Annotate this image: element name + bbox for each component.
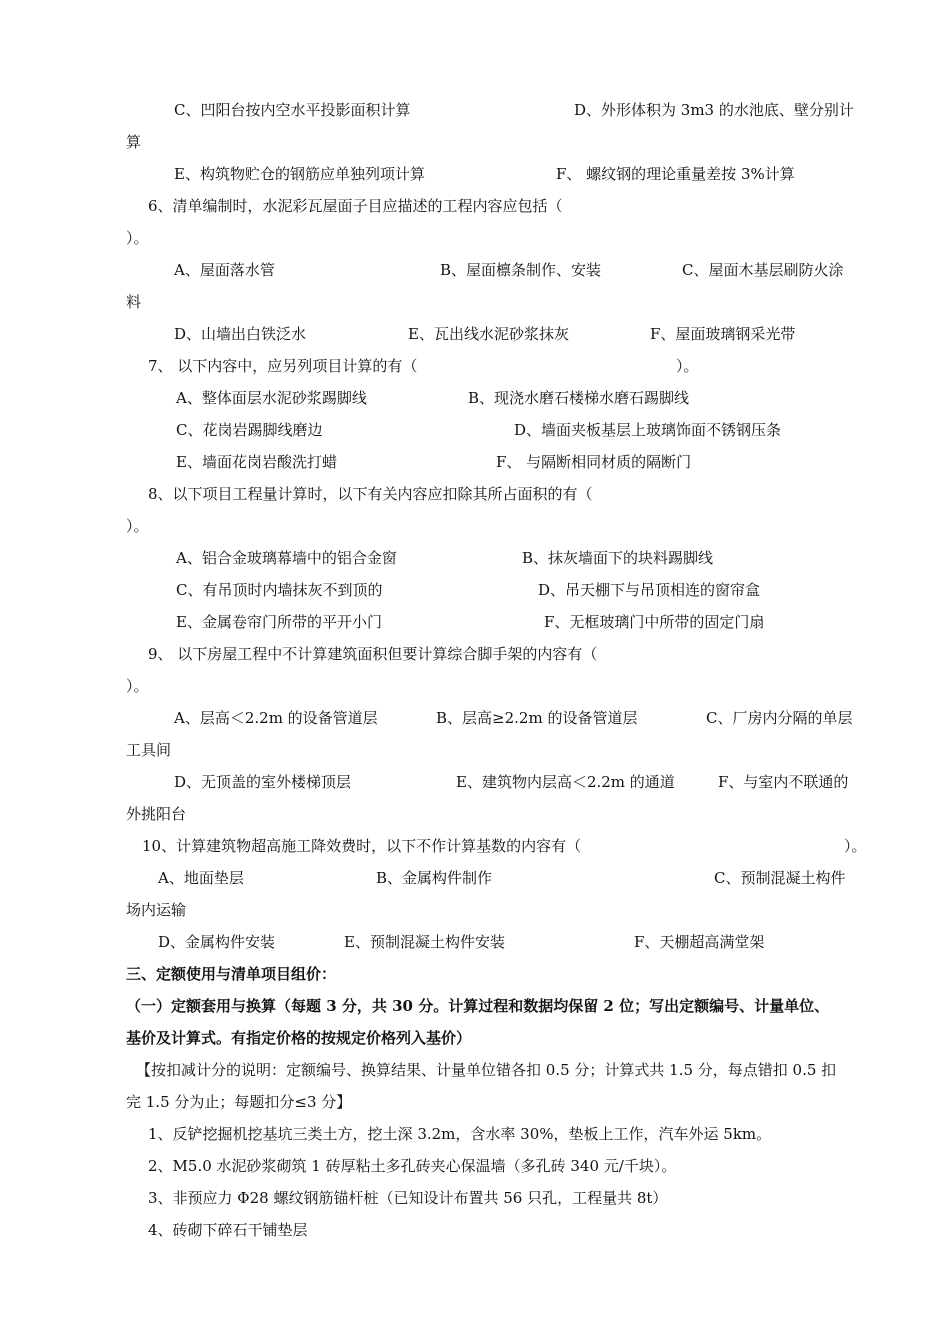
question-6: 6、清单编制时，水泥彩瓦屋面子目应描述的工程内容应包括（ — [148, 197, 563, 215]
text-continuation: 场内运输 — [126, 901, 187, 919]
option-d: D、金属构件安装 — [158, 933, 276, 951]
option-c: C、凹阳台按内空水平投影面积计算 — [174, 101, 411, 119]
option-d: D、墙面夹板基层上玻璃饰面不锈钢压条 — [514, 421, 782, 439]
option-e: E、墙面花岗岩酸洗打蜡 — [176, 453, 337, 471]
question-9-end: ）。 — [126, 677, 149, 695]
option-e: E、瓦出线水泥砂浆抹灰 — [408, 325, 569, 343]
problem-1: 1、反铲挖掘机挖基坑三类土方，挖土深 3.2m，含水率 30%，垫板上工作，汽车外运 5km。 — [148, 1125, 772, 1143]
option-e: E、构筑物贮仓的钢筋应单独列项计算 — [174, 165, 425, 183]
option-c: C、花岗岩踢脚线磨边 — [176, 421, 323, 439]
option-c: C、厂房内分隔的单层 — [706, 709, 853, 727]
option-f: F、 与隔断相同材质的隔断门 — [496, 453, 692, 471]
problem-2: 2、M5.0 水泥砂浆砌筑 1 砖厚粘土多孔砖夹心保温墙（多孔砖 340 元/千块）。 — [148, 1157, 677, 1175]
question-10: 10、计算建筑物超高施工降效费时，以下不作计算基数的内容有（ — [142, 837, 582, 855]
question-6-end: ）。 — [126, 229, 149, 247]
option-f: F、与室内不联通的 — [718, 773, 849, 791]
option-a: A、屋面落水管 — [174, 261, 275, 279]
option-b: B、抹灰墙面下的块料踢脚线 — [522, 549, 714, 567]
option-c: C、屋面木基层刷防火涂 — [682, 261, 844, 279]
option-b: B、层高≥2.2m 的设备管道层 — [436, 709, 638, 727]
question-9: 9、 以下房屋工程中不计算建筑面积但要计算综合脚手架的内容有（ — [148, 645, 598, 663]
option-a: A、地面垫层 — [158, 869, 244, 887]
scoring-note-cont: 完 1.5 分为止；每题扣分≤3 分】 — [126, 1093, 352, 1111]
option-a: A、整体面层水泥砂浆踢脚线 — [176, 389, 367, 407]
option-b: B、金属构件制作 — [376, 869, 493, 887]
text-continuation: 算 — [126, 133, 142, 151]
text-continuation: 料 — [126, 293, 142, 311]
scoring-note: 【按扣减计分的说明：定额编号、换算结果、计量单位错各扣 0.5 分；计算式共 1.5 分，每点错扣 0.5 扣 — [136, 1061, 837, 1079]
problem-4: 4、砖砌下碎石干铺垫层 — [148, 1221, 308, 1239]
question-7-end: ）。 — [676, 357, 699, 375]
option-d: D、外形体积为 3m3 的水池底、壁分别计 — [574, 101, 854, 119]
text-continuation: 工具间 — [126, 741, 172, 759]
text-continuation: 外挑阳台 — [126, 805, 187, 823]
option-c: C、预制混凝土构件 — [714, 869, 846, 887]
option-b: B、现浇水磨石楼梯水磨石踢脚线 — [468, 389, 690, 407]
option-f: F、屋面玻璃钢采光带 — [650, 325, 796, 343]
option-e: E、预制混凝土构件安装 — [344, 933, 505, 951]
option-a: A、铝合金玻璃幕墙中的铝合金窗 — [176, 549, 397, 567]
subsection-heading-cont: 基价及计算式。有指定价格的按规定价格列入基价） — [126, 1029, 472, 1047]
option-d: D、无顶盖的室外楼梯顶层 — [174, 773, 352, 791]
problem-3: 3、非预应力 Φ28 螺纹钢筋锚杆桩（已知设计布置共 56 只孔，工程量共 8t） — [148, 1189, 668, 1207]
subsection-heading: （一）定额套用与换算（每题 3 分，共 30 分。计算过程和数据均保留 2 位；写出定额编号、计量单位、 — [126, 997, 830, 1015]
option-f: F、天棚超高满堂架 — [634, 933, 765, 951]
question-8: 8、以下项目工程量计算时，以下有关内容应扣除其所占面积的有（ — [148, 485, 593, 503]
question-10-end: ）。 — [844, 837, 867, 855]
section-heading: 三、定额使用与清单项目组价： — [126, 965, 337, 983]
option-e: E、金属卷帘门所带的平开小门 — [176, 613, 382, 631]
option-b: B、屋面檩条制作、安装 — [440, 261, 602, 279]
option-d: D、山墙出白铁泛水 — [174, 325, 307, 343]
option-a: A、层高＜2.2m 的设备管道层 — [174, 709, 378, 727]
option-f: F、 螺纹钢的理论重量差按 3%计算 — [556, 165, 795, 183]
question-7: 7、 以下内容中，应另列项目计算的有（ — [148, 357, 418, 375]
option-d: D、吊天棚下与吊顶相连的窗帘盒 — [538, 581, 761, 599]
option-f: F、无框玻璃门中所带的固定门扇 — [544, 613, 765, 631]
option-e: E、建筑物内层高＜2.2m 的通道 — [456, 773, 675, 791]
option-c: C、有吊顶时内墙抹灰不到顶的 — [176, 581, 383, 599]
question-8-end: ）。 — [126, 517, 149, 535]
